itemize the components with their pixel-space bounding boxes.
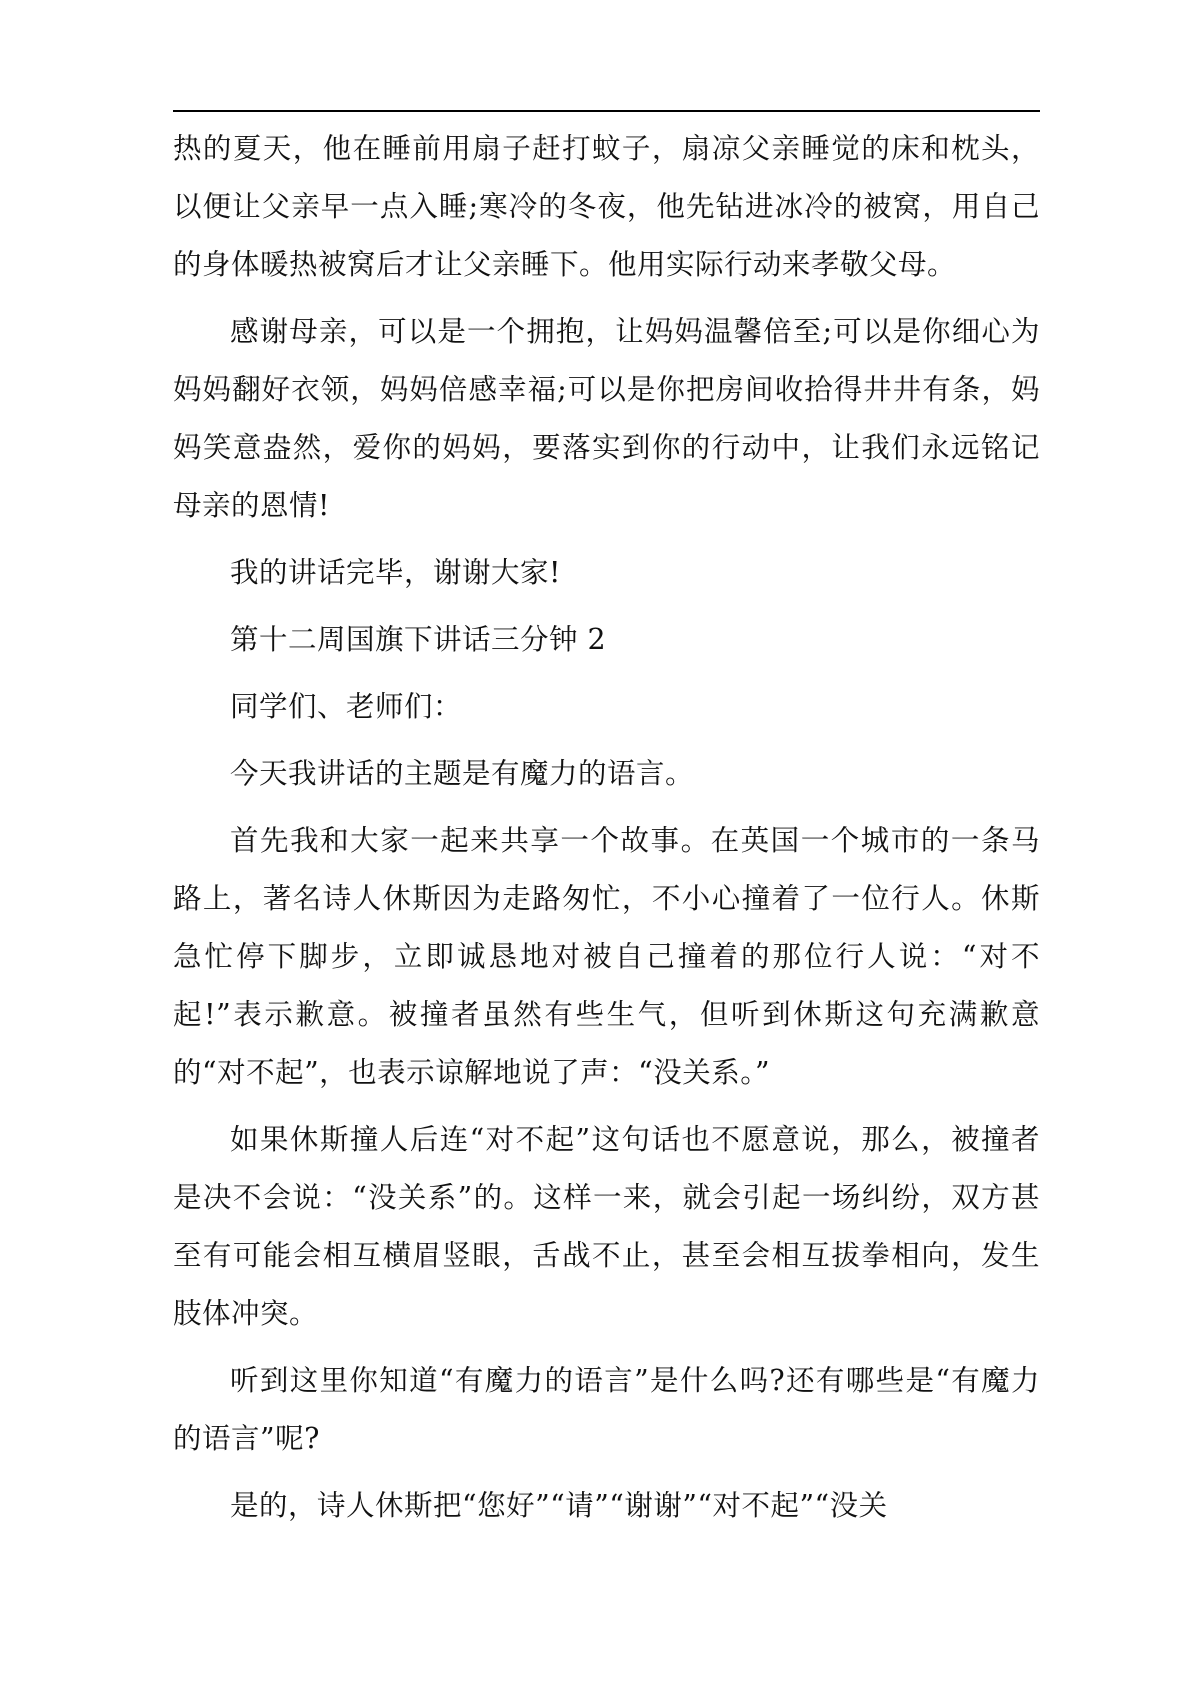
paragraph-if: 如果休斯撞人后连“对不起”这句话也不愿意说，那么，被撞者是决不会说：“没关系”的。这样一来，就会引起一场纠纷，双方甚至有可能会相互横眉竖眼，舌战不止，甚至会相互拔拳相向，发生肢体冲突。 [173, 1123, 1040, 1330]
paragraph-story: 首先我和大家一起来共享一个故事。在英国一个城市的一条马路上，著名诗人休斯因为走路匆忙，不小心撞着了一位行人。休斯急忙停下脚步，立即诚恳地对被自己撞着的那位行人说：“对不起!”表示歉意。被撞者虽然有些生气，但听到休斯这句充满歉意的“对不起”，也表示谅解地说了声：“没关系。” [173, 824, 1040, 1089]
paragraph-1: 热的夏天，他在睡前用扇子赶打蚊子，扇凉父亲睡觉的床和枕头，以便让父亲早一点入睡;寒冷的冬夜，他先钻进冰冷的被窝，用自己的身体暖热被窝后才让父亲睡下。他用实际行动来孝敬父母。 [173, 132, 1040, 281]
body-text [173, 120, 1040, 1544]
paragraph-3: 我的讲话完毕，谢谢大家! [230, 556, 561, 589]
paragraph-question: 听到这里你知道“有魔力的语言”是什么吗?还有哪些是“有魔力的语言”呢? [173, 1364, 1040, 1455]
paragraph-2: 感谢母亲，可以是一个拥抱，让妈妈温馨倍至;可以是你细心为妈妈翻好衣领，妈妈倍感幸福;可以是你把房间收拾得井井有条，妈妈笑意盎然，爱你的妈妈，要落实到你的行动中，让我们永远铭记母亲的恩情! [173, 315, 1040, 522]
section-heading: 第十二周国旗下讲话三分钟 2 [230, 623, 607, 656]
paragraph-last: 是的，诗人休斯把“您好”“请”“谢谢”“对不起”“没关 [230, 1489, 888, 1522]
salutation: 同学们、老师们： [230, 690, 463, 723]
paragraph-topic: 今天我讲话的主题是有魔力的语言。 [230, 757, 695, 790]
header-rule [173, 110, 1040, 112]
